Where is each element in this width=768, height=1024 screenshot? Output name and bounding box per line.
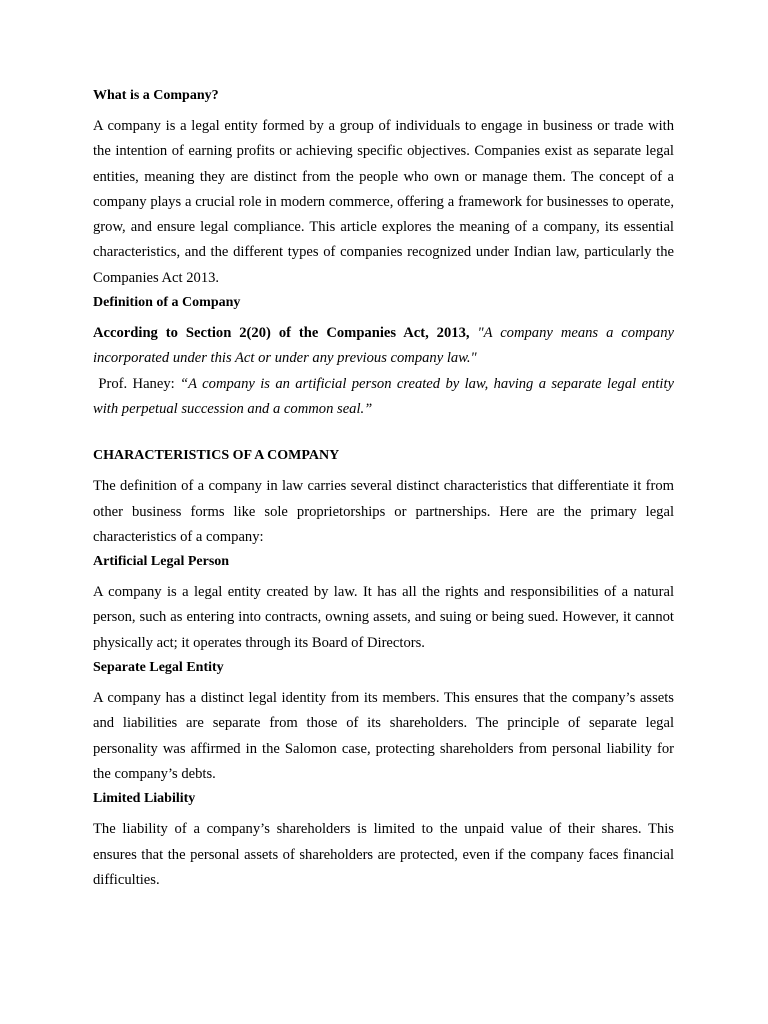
- subheading-limited-liability: Limited Liability: [93, 791, 196, 807]
- haney-quote: “A company is an artificial person created by law, having a separate legal entity with perpetual succession and a common seal.”: [93, 375, 674, 417]
- paragraph-intro: A company is a legal entity formed by a group of individuals to engage in business or trade with the intention of earning profits or achieving specific objectives. Companies exist as separate legal entities, meaning they are distinct from the people who own or manage them. The concept of a company plays a crucial role in modern commerce, offering a framework for businesses to operate, grow, and ensure legal compliance. This article explores the meaning of a company, its essential characteristics, and the different types of companies recognized under Indian law, particularly the Companies Act 2013.: [93, 118, 674, 286]
- paragraph-definition-haney: [93, 372, 674, 423]
- section-heading-definition: Definition of a Company: [93, 295, 241, 311]
- haney-attribution: Prof. Haney:: [98, 375, 181, 392]
- section-spacer: [93, 422, 674, 446]
- paragraph-artificial-legal-person: A company is a legal entity created by law. It has all the rights and responsibilities of a natural person, such as entering into contracts, owning assets, and suing or being sued. However, it cannot physically act; it operates through its Board of Directors.: [93, 584, 674, 651]
- paragraph-definition-statute: [93, 321, 674, 372]
- paragraph-characteristics-intro: The definition of a company in law carries several distinct characteristics that differentiate it from other business forms like sole proprietorships or partnerships. Here are the primary legal characteristics of a company:: [93, 478, 674, 545]
- document-page: [93, 86, 674, 893]
- statute-reference: According to Section 2(20) of the Companies Act, 2013,: [93, 325, 470, 342]
- statute-quote: "A company means a company incorporated under this Act or under any previous company law.": [93, 325, 674, 367]
- paragraph-separate-legal-entity: A company has a distinct legal identity from its members. This ensures that the company’s assets and liabilities are separate from those of its shareholders. The principle of separate legal personality was affirmed in the Salomon case, protecting shareholders from personal liability for the company’s debts.: [93, 690, 674, 782]
- subheading-separate-legal-entity: Separate Legal Entity: [93, 660, 224, 676]
- subheading-artificial-legal-person: Artificial Legal Person: [93, 554, 230, 570]
- section-heading-characteristics: CHARACTERISTICS OF A COMPANY: [93, 448, 340, 464]
- paragraph-limited-liability: The liability of a company’s shareholders is limited to the unpaid value of their shares. This ensures that the personal assets of shareholders are protected, even if the company faces financial difficulties.: [93, 821, 674, 888]
- section-heading-what-is-company: What is a Company?: [93, 88, 219, 103]
